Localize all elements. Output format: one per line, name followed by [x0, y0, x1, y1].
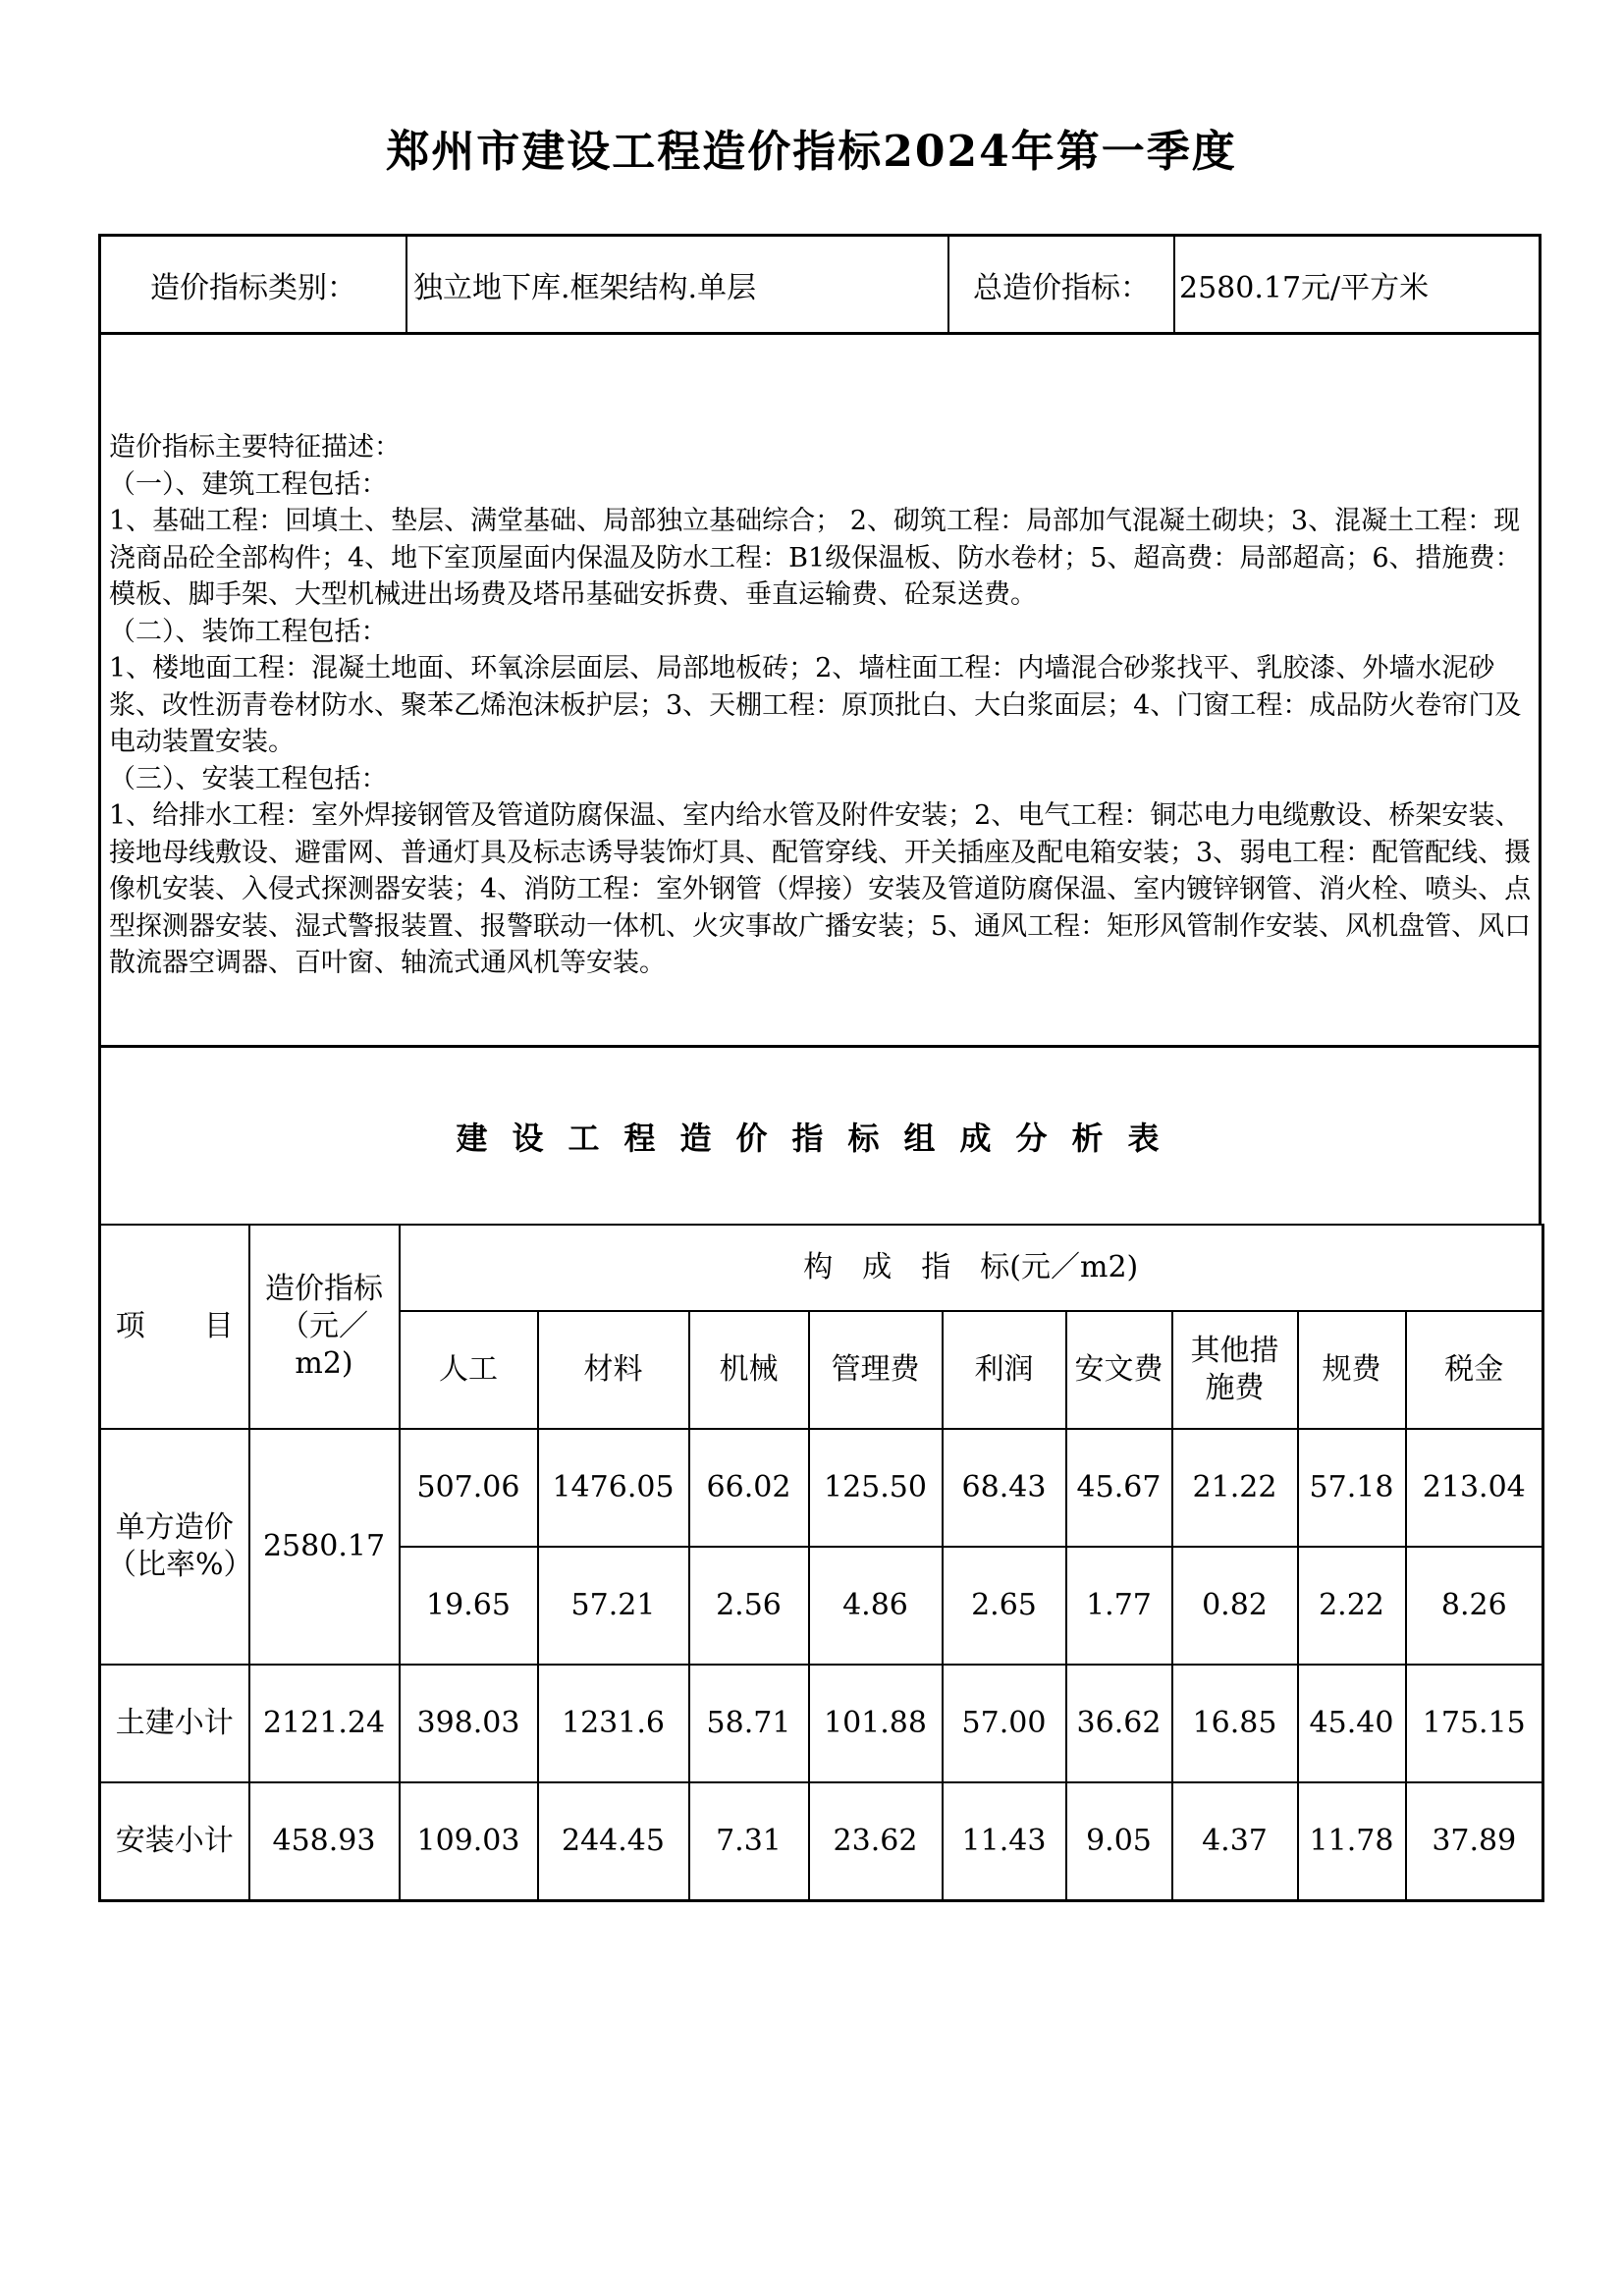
composition-header: 构 成 指 标(元／m2)	[400, 1225, 1543, 1311]
item-header: 项 目	[100, 1225, 249, 1429]
table-cell: 66.02	[689, 1429, 809, 1547]
description-line: 1、基础工程：回填土、垫层、满堂基础、局部独立基础综合； 2、砌筑工程：局部加气混凝土砌块；3、混凝土工程：现浇商品砼全部构件；4、地下室顶屋面内保温及防水工程：B1级保温板、防水卷材；5、超高费：局部超高；6、措施费：模板、脚手架、大型机械进出场费及塔吊基础安拆费、垂直运输费、砼泵送费。	[109, 506, 1522, 610]
table-cell: 57.18	[1298, 1429, 1406, 1547]
table-cell: 21.22	[1172, 1429, 1298, 1547]
table-cell: 9.05	[1066, 1782, 1172, 1901]
table-cell: 109.03	[400, 1782, 538, 1901]
cost-header: 造价指标（元／m2)	[249, 1225, 400, 1429]
install-subtotal-label: 安装小计	[100, 1782, 249, 1901]
ratio-cell: 2.65	[943, 1547, 1066, 1665]
table-cell: 45.40	[1298, 1665, 1406, 1782]
ratio-cell: 19.65	[400, 1547, 538, 1665]
table-cell: 1476.05	[538, 1429, 689, 1547]
table-row	[100, 1665, 1543, 1782]
table-cell: 125.50	[809, 1429, 943, 1547]
column-header: 机械	[689, 1311, 809, 1429]
column-header: 规费	[1298, 1311, 1406, 1429]
table-cell: 1231.6	[538, 1665, 689, 1782]
table-cell: 7.31	[689, 1782, 809, 1901]
unit-cost-label: 单方造价（比率%）	[100, 1429, 249, 1665]
table-row	[100, 1782, 1543, 1901]
ratio-cell: 4.86	[809, 1547, 943, 1665]
description-line: 1、楼地面工程：混凝土地面、环氧涂层面层、局部地板砖；2、墙柱面工程：内墙混合砂浆找平、乳胶漆、外墙水泥砂浆、改性沥青卷材防水、聚苯乙烯泡沫板护层；3、天棚工程：原顶批白、大白浆面层；4、门窗工程：成品防火卷帘门及电动装置安装。	[109, 653, 1522, 757]
table-cell: 68.43	[943, 1429, 1066, 1547]
table-cell: 58.71	[689, 1665, 809, 1782]
description-line: 1、给排水工程：室外焊接钢管及管道防腐保温、室内给水管及附件安装；2、电气工程：铜芯电力电缆敷设、桥架安装、接地母线敷设、避雷网、普通灯具及标志诱导装饰灯具、配管穿线、开关插座及配电箱安装；3、弱电工程：配管配线、摄像机安装、入侵式探测器安装；4、消防工程：室外钢管（焊接）安装及管道防腐保温、室内镀锌钢管、消火栓、喷头、点型探测器安装、湿式警报装置、报警联动一体机、火灾事故广播安装；5、通风工程：矩形风管制作安装、风机盘管、风口散流器空调器、百叶窗、轴流式通风机等安装。	[109, 800, 1532, 978]
table-cell: 101.88	[809, 1665, 943, 1782]
header-row	[100, 1225, 1543, 1311]
analysis-title: 建设工程造价指标组成分析表	[98, 1045, 1542, 1224]
column-header: 人工	[400, 1311, 538, 1429]
table-cell: 213.04	[1406, 1429, 1543, 1547]
column-header: 安文费	[1066, 1311, 1172, 1429]
ratio-cell: 1.77	[1066, 1547, 1172, 1665]
table-cell: 507.06	[400, 1429, 538, 1547]
column-header: 其他措施费	[1172, 1311, 1298, 1429]
ratio-cell: 2.56	[689, 1547, 809, 1665]
column-header: 利润	[943, 1311, 1066, 1429]
table-cell: 398.03	[400, 1665, 538, 1782]
column-header: 材料	[538, 1311, 689, 1429]
category-value: 独立地下库.框架结构.单层	[407, 237, 949, 332]
column-header: 税金	[1406, 1311, 1543, 1429]
table-cell: 244.45	[538, 1782, 689, 1901]
civil-subtotal-label: 土建小计	[100, 1665, 249, 1782]
table-cell: 16.85	[1172, 1665, 1298, 1782]
table-cell: 36.62	[1066, 1665, 1172, 1782]
table-cell: 11.43	[943, 1782, 1066, 1901]
category-label: 造价指标类别：	[101, 237, 407, 332]
description-line: （三）、安装工程包括：	[109, 763, 388, 794]
ratio-cell: 57.21	[538, 1547, 689, 1665]
table-cell: 37.89	[1406, 1782, 1543, 1901]
install-subtotal-total: 458.93	[249, 1782, 400, 1901]
cost-analysis-table	[98, 1224, 1544, 1902]
info-row	[98, 234, 1542, 332]
total-value: 2580.17元/平方米	[1179, 270, 1430, 305]
description-line: 造价指标主要特征描述：	[109, 432, 401, 463]
table-cell: 175.15	[1406, 1665, 1543, 1782]
table-row	[100, 1429, 1543, 1547]
civil-subtotal-total: 2121.24	[249, 1665, 400, 1782]
table-cell: 23.62	[809, 1782, 943, 1901]
table-cell: 4.37	[1172, 1782, 1298, 1901]
table-cell: 57.00	[943, 1665, 1066, 1782]
table-cell: 45.67	[1066, 1429, 1172, 1547]
column-header: 管理费	[809, 1311, 943, 1429]
ratio-cell: 0.82	[1172, 1547, 1298, 1665]
total-label: 总造价指标：	[949, 237, 1175, 332]
feature-description	[98, 332, 1542, 1045]
unit-cost-total: 2580.17	[249, 1429, 400, 1665]
description-line: （二）、装饰工程包括：	[109, 616, 388, 647]
table-cell: 11.78	[1298, 1782, 1406, 1901]
page-title: 郑州市建设工程造价指标2024年第一季度	[386, 127, 1237, 177]
ratio-cell: 2.22	[1298, 1547, 1406, 1665]
description-line: （一）、建筑工程包括：	[109, 468, 388, 500]
ratio-cell: 8.26	[1406, 1547, 1543, 1665]
